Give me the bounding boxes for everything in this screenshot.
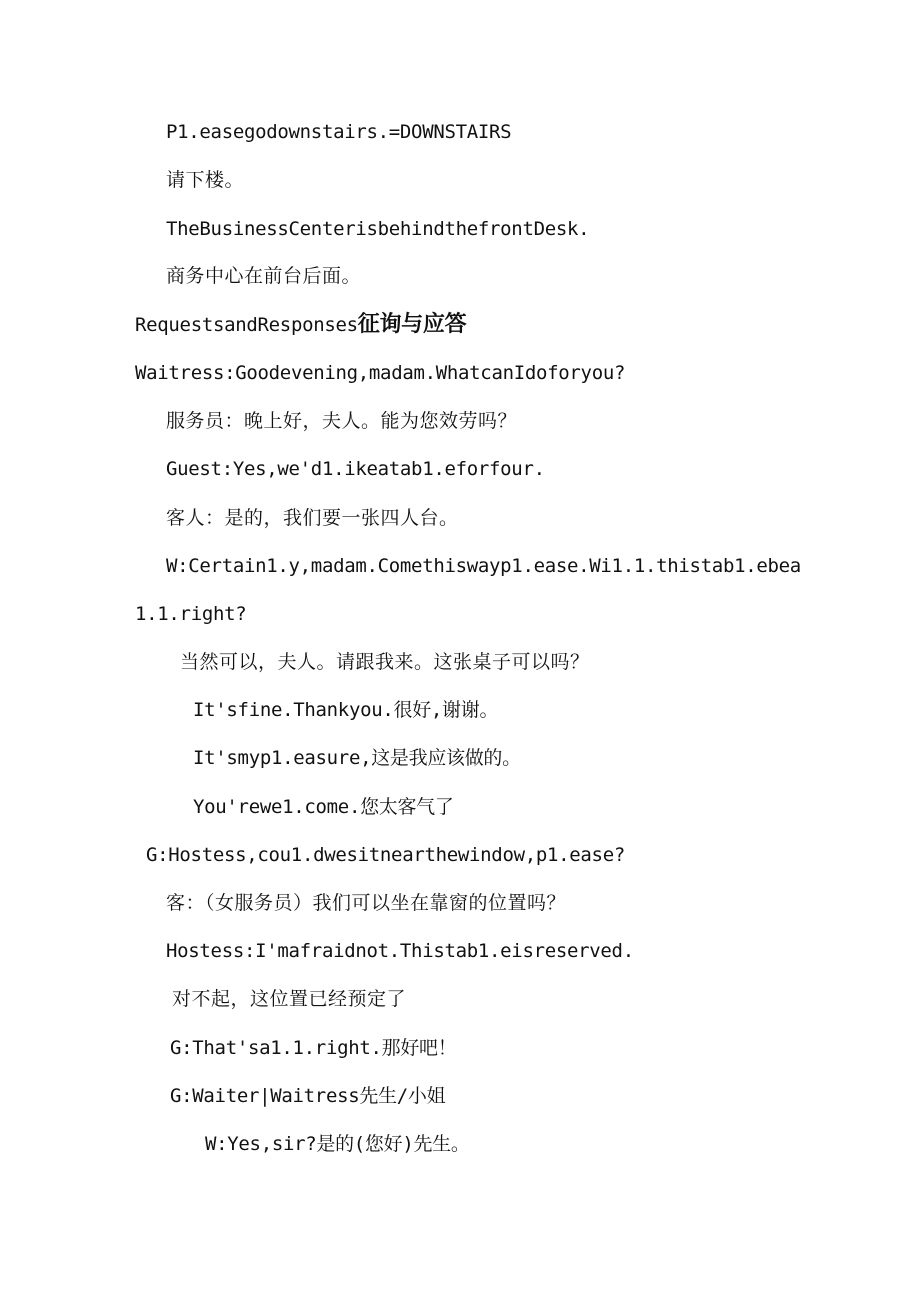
text-line-waiter-this-way-cont: 1.1.right? — [135, 603, 247, 625]
section-heading-en: RequestsandResponses — [135, 314, 358, 336]
text-line-please-go-downstairs-cn: 请下楼。 — [166, 169, 245, 191]
text-line-please-go-downstairs: P1.easegodownstairs.=DOWNSTAIRS — [166, 121, 512, 143]
text-line-youre-welcome: You'rewe1.come.您太客气了 — [193, 796, 454, 818]
text-line-its-fine: It'sfine.Thankyou.很好,谢谢。 — [193, 699, 499, 721]
text-line-guest-table-for-four-cn: 客人：是的，我们要一张四人台。 — [166, 507, 459, 529]
section-heading — [135, 313, 466, 337]
text-line-waiter-this-way-cn: 当然可以，夫人。请跟我来。这张桌子可以吗？ — [180, 651, 590, 673]
text-line-business-center: TheBusinessCenterisbehindthefrontDesk. — [166, 218, 590, 240]
section-heading-cn: 征询与应答 — [357, 312, 467, 337]
text-line-waiter-this-way: W:Certain1.y,madam.Comethiswayp1.ease.Wi1.1.thistab1.ebea — [166, 555, 801, 577]
text-line-business-center-cn: 商务中心在前台后面。 — [166, 265, 362, 287]
text-line-waitress-greeting: Waitress:Goodevening,madam.WhatcanIdoforyou? — [135, 362, 626, 384]
text-line-waitress-greeting-cn: 服务员：晚上好，夫人。能为您效劳吗？ — [166, 410, 518, 432]
text-line-hostess-reserved: Hostess:I'mafraidnot.Thistab1.eisreserved. — [166, 940, 634, 962]
text-line-thats-all-right: G:That'sa1.1.right.那好吧！ — [170, 1037, 457, 1059]
text-line-waiter-waitress: G:Waiter|Waitress先生/小姐 — [170, 1085, 446, 1107]
text-line-hostess-reserved-cn: 对不起，这位置已经预定了 — [172, 988, 407, 1010]
text-line-guest-window-seat-cn: 客：（女服务员）我们可以坐在靠窗的位置吗？ — [166, 892, 567, 914]
text-line-guest-table-for-four: Guest:Yes,we'd1.ikeatab1.eforfour. — [166, 458, 545, 480]
text-line-yes-sir: W:Yes,sir?是的(您好)先生。 — [205, 1133, 470, 1155]
text-line-guest-window-seat: G:Hostess,cou1.dwesitnearthewindow,p1.ease? — [146, 844, 625, 866]
text-line-my-pleasure: It'smyp1.easure,这是我应该做的。 — [193, 747, 521, 769]
